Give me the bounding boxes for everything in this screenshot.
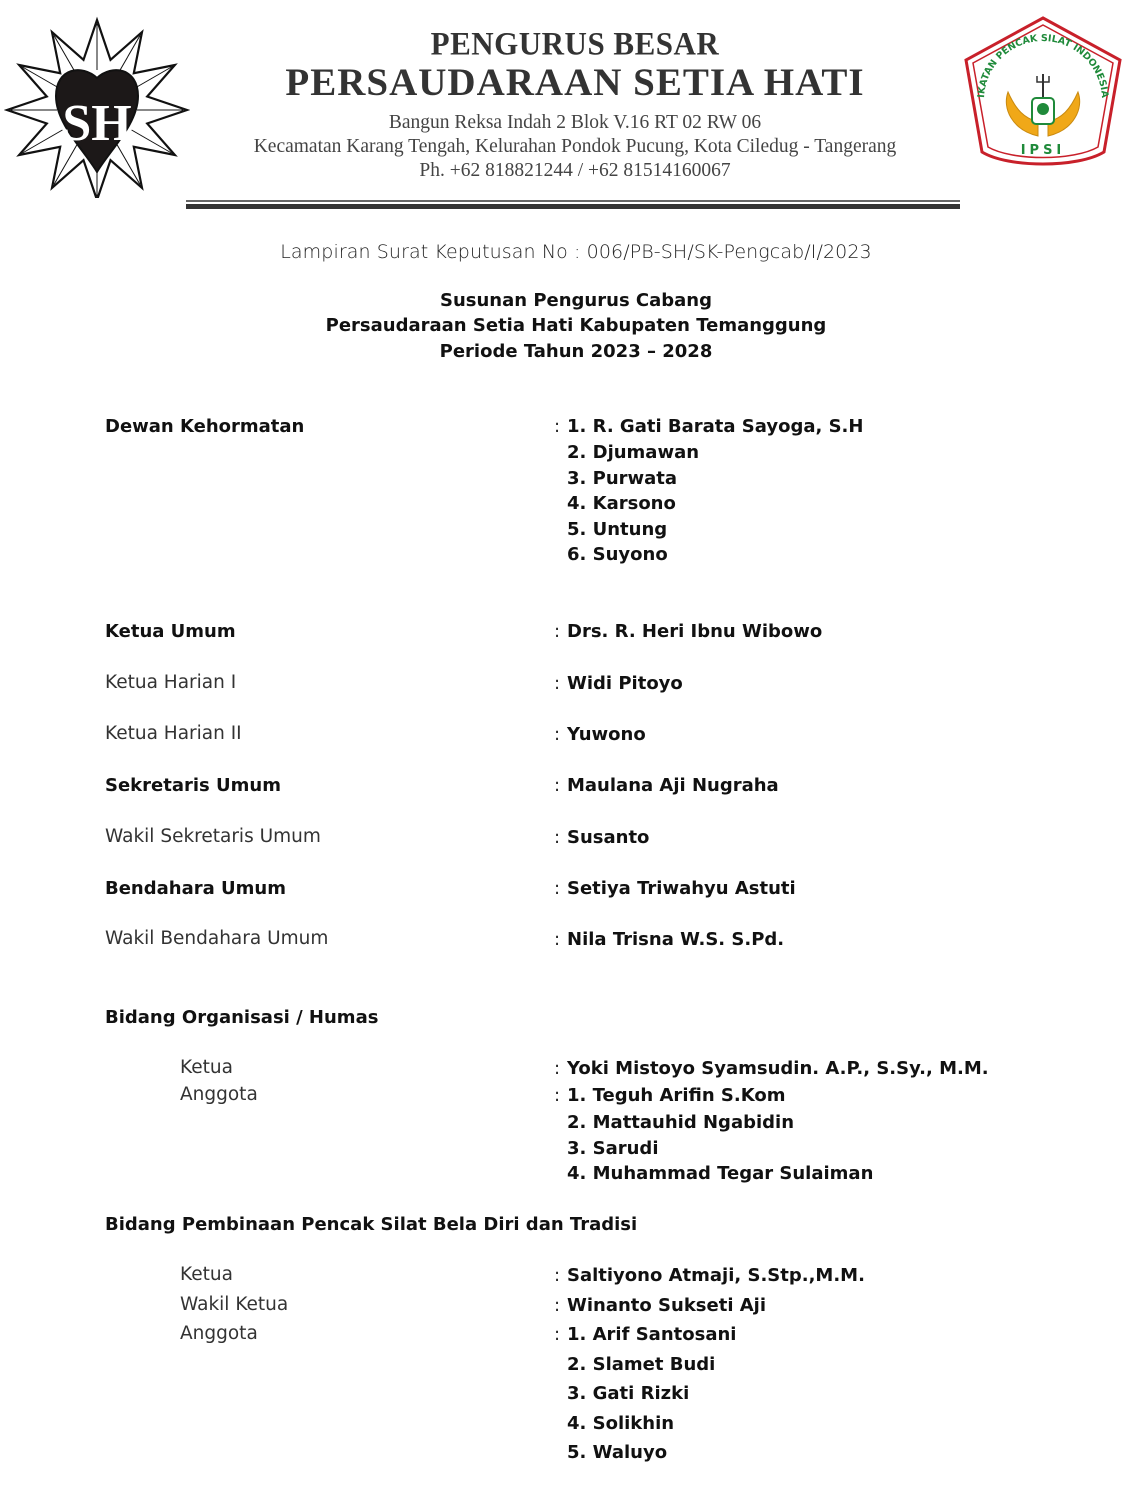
wakil-ketua-name: Winanto Sukseti Aji <box>567 1295 767 1316</box>
separator: : <box>554 1058 561 1079</box>
sh-star-emblem-icon <box>4 12 190 198</box>
list-item: 1. Teguh Arifin S.Kom <box>567 1085 786 1106</box>
separator: : <box>554 416 561 437</box>
separator: : <box>554 1324 561 1345</box>
separator: : <box>554 827 561 848</box>
list-item: 1. R. Gati Barata Sayoga, S.H <box>567 416 864 437</box>
officer-label-bendahara-umum: Bendahara Umum <box>105 878 286 899</box>
heading-line1: Susunan Pengurus Cabang <box>439 290 713 311</box>
separator: : <box>554 1265 561 1286</box>
anggota-label: Anggota <box>180 1323 258 1344</box>
ketua-label: Ketua <box>180 1057 233 1078</box>
letterhead-title-line1: PENGURUS BESAR <box>430 25 720 62</box>
lampiran-reference: Lampiran Surat Keputusan No : 006/PB-SH/SK-Pengcab/I/2023 <box>280 241 872 263</box>
officer-name-ketua-harian-2: Yuwono <box>567 724 646 745</box>
letterhead-address-line1: Bangun Reksa Indah 2 Blok V.16 RT 02 RW 06 <box>388 112 762 133</box>
officer-name-wakil-sekretaris-umum: Susanto <box>567 827 650 848</box>
officer-name-bendahara-umum: Setiya Triwahyu Astuti <box>567 878 796 899</box>
heading-line3: Periode Tahun 2023 – 2028 <box>439 341 713 362</box>
list-item: 2. Mattauhid Ngabidin <box>567 1112 795 1133</box>
heading-line2: Persaudaraan Setia Hati Kabupaten Temanggung <box>325 315 827 336</box>
ketua-label: Ketua <box>180 1264 233 1285</box>
list-item: 3. Gati Rizki <box>567 1383 690 1404</box>
list-item: 5. Waluyo <box>567 1442 668 1463</box>
list-item: 6. Suyono <box>567 544 668 565</box>
separator: : <box>554 1085 561 1106</box>
ketua-name: Yoki Mistoyo Syamsudin. A.P., S.Sy., M.M. <box>567 1058 989 1079</box>
officer-label-ketua-harian-2: Ketua Harian II <box>105 723 242 744</box>
officer-label-ketua-harian-1: Ketua Harian I <box>105 672 237 693</box>
list-item: 3. Sarudi <box>567 1138 659 1159</box>
list-item: 1. Arif Santosani <box>567 1324 737 1345</box>
officer-name-ketua-umum: Drs. R. Heri Ibnu Wibowo <box>567 621 823 642</box>
letterhead-title-line2: PERSAUDARAAN SETIA HATI <box>285 61 865 104</box>
list-item: 5. Untung <box>567 519 668 540</box>
officer-label-ketua-umum: Ketua Umum <box>105 621 236 642</box>
ipsi-emblem-icon <box>958 12 1128 177</box>
anggota-label: Anggota <box>180 1084 258 1105</box>
separator: : <box>554 775 561 796</box>
separator: : <box>554 929 561 950</box>
separator: : <box>554 724 561 745</box>
separator: : <box>554 621 561 642</box>
wakil-ketua-label: Wakil Ketua <box>180 1294 289 1315</box>
officer-label-wakil-sekretaris-umum: Wakil Sekretaris Umum <box>105 826 321 847</box>
officer-name-ketua-harian-1: Widi Pitoyo <box>567 673 683 694</box>
letterhead-divider-thick <box>186 204 960 209</box>
officer-name-sekretaris-umum: Maulana Aji Nugraha <box>567 775 779 796</box>
officer-name-wakil-bendahara-umum: Nila Trisna W.S. S.Pd. <box>567 929 785 950</box>
separator: : <box>554 1295 561 1316</box>
dewan-kehormatan-label: Dewan Kehormatan <box>105 416 305 437</box>
section-title: Bidang Pembinaan Pencak Silat Bela Diri dan Tradisi <box>105 1214 638 1235</box>
letterhead-phone: Ph. +62 818821244 / +62 81514160067 <box>419 160 731 181</box>
ipsi-acronym: IPSI <box>1020 143 1066 158</box>
list-item: 4. Karsono <box>567 493 676 514</box>
list-item: 3. Purwata <box>567 468 678 489</box>
separator: : <box>554 673 561 694</box>
list-item: 2. Slamet Budi <box>567 1354 716 1375</box>
sh-monogram: SH <box>62 95 132 152</box>
letterhead-divider-thin <box>186 200 960 202</box>
officer-label-sekretaris-umum: Sekretaris Umum <box>105 775 281 796</box>
list-item: 4. Muhammad Tegar Sulaiman <box>567 1163 874 1184</box>
section-title: Bidang Organisasi / Humas <box>105 1007 379 1028</box>
list-item: 4. Solikhin <box>567 1413 675 1434</box>
letterhead-address-line2: Kecamatan Karang Tengah, Kelurahan Pondok Pucung, Kota Ciledug - Tangerang <box>253 136 897 157</box>
officer-label-wakil-bendahara-umum: Wakil Bendahara Umum <box>105 928 329 949</box>
separator: : <box>554 878 561 899</box>
ipsi-ring-text: IKATAN PENCAK SILAT INDONESIA <box>976 32 1111 99</box>
ketua-name: Saltiyono Atmaji, S.Stp.,M.M. <box>567 1265 865 1286</box>
list-item: 2. Djumawan <box>567 442 700 463</box>
